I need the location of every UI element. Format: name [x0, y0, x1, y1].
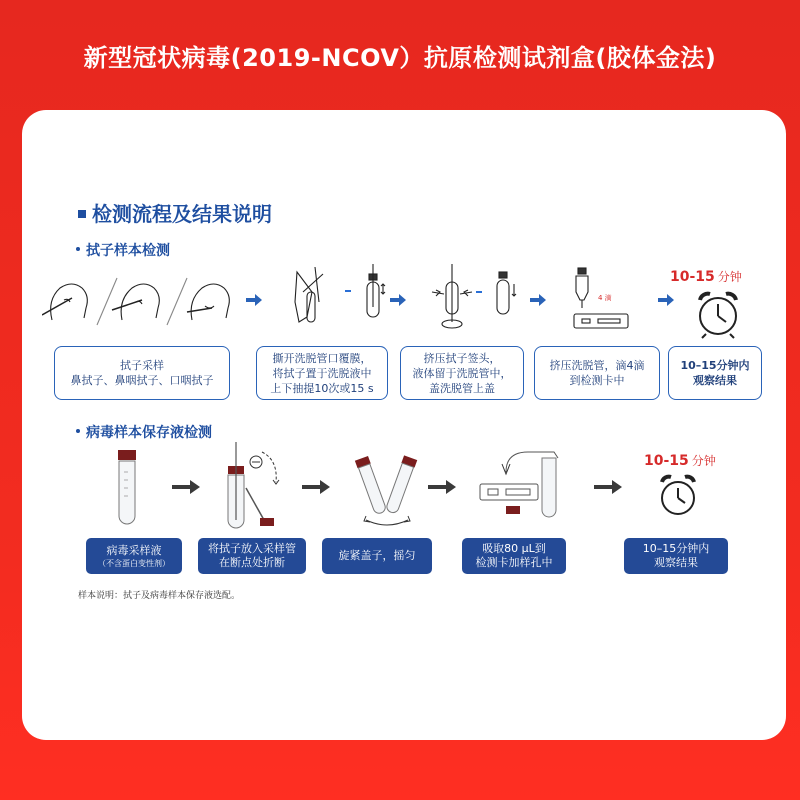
- virus-step-2: [198, 538, 306, 574]
- step-text: 上下抽提10次或15 s: [270, 381, 374, 395]
- shake-tubes-illustration: [352, 450, 422, 530]
- dot-bullet-icon: [76, 247, 80, 251]
- step-text: 到检测卡中: [569, 374, 625, 387]
- arrow-right-icon: [246, 294, 262, 306]
- step-text: 液体留于洗脱管中，: [412, 366, 512, 380]
- step-text: 将拭子放入采样管: [208, 542, 296, 555]
- arrow-right-icon: [172, 480, 200, 494]
- swab-sampling-illustration: [42, 270, 242, 330]
- arrow-right-icon: [658, 294, 674, 306]
- virus-step-4: [462, 538, 566, 574]
- step-text: （不含蛋白变性剂）: [98, 558, 170, 568]
- virus-subtitle: [76, 422, 212, 442]
- step-text: 撕开洗脱管口覆膜，: [272, 351, 372, 365]
- virus-subtitle-text: 病毒样本保存液检测: [86, 425, 212, 441]
- content-panel: [22, 110, 786, 740]
- virus-step-1: [86, 538, 182, 574]
- virus-step-3: [322, 538, 432, 574]
- step-text: 吸取80 μL到: [482, 542, 546, 555]
- swab-subtitle-text: 拭子样本检测: [86, 243, 170, 259]
- swab-step-5: [668, 346, 762, 400]
- swab-timer-label: [670, 268, 742, 285]
- step-text: 10–15分钟内: [680, 359, 750, 372]
- step-text: 病毒采样液: [106, 543, 162, 557]
- section-title: [78, 198, 272, 227]
- virus-step-5: [624, 538, 728, 574]
- arrow-right-icon: [428, 480, 456, 494]
- swab-timer-unit: 分钟: [717, 270, 742, 284]
- squeeze-swab-illustration: [422, 262, 522, 334]
- sample-note: 样本说明：拭子及病毒样本保存液选配。: [78, 591, 241, 601]
- step-text: 鼻拭子、鼻咽拭子、口咽拭子: [70, 374, 214, 387]
- swab-subtitle: [76, 240, 170, 260]
- drops-label: 4 滴: [598, 294, 612, 302]
- step-text: 在断点处折断: [219, 556, 285, 569]
- drop-to-card-illustration: [570, 262, 660, 334]
- arrow-right-icon: [302, 480, 330, 494]
- step-text: 盖洗脱管上盖: [429, 381, 495, 395]
- arrow-right-icon: [390, 294, 406, 306]
- step-text: 将拭子置于洗脱液中: [272, 366, 372, 380]
- alarm-clock-icon: [688, 288, 748, 340]
- dot-bullet-icon: [76, 429, 80, 433]
- step-text: 10–15分钟内: [642, 542, 710, 555]
- pipette-card-illustration: [476, 444, 586, 524]
- step-text: 挤压拭子签头，: [423, 351, 501, 365]
- swab-step-4: [534, 346, 660, 400]
- arrow-right-icon: [530, 294, 546, 306]
- step-text: 观察结果: [654, 556, 698, 569]
- arrow-right-icon: [594, 480, 622, 494]
- step-text: 挤压洗脱管，滴4滴: [549, 359, 645, 372]
- virus-timer-value: 10-15: [644, 453, 689, 469]
- break-swab-illustration: [216, 440, 300, 532]
- swab-step-2: [256, 346, 388, 400]
- virus-timer-unit: 分钟: [691, 454, 716, 468]
- step-text: 检测卡加样孔中: [475, 556, 553, 569]
- swab-step-1: [54, 346, 230, 400]
- swab-step-3: [400, 346, 524, 400]
- banner-title: 新型冠状病毒(2019-NCOV）抗原检测试剂盒(胶体金法): [83, 44, 717, 72]
- step-text: 旋紧盖子，摇匀: [338, 549, 416, 562]
- elution-tube-illustration: [277, 262, 397, 334]
- square-bullet-icon: [78, 210, 86, 218]
- virus-timer-label: [644, 452, 716, 469]
- alarm-clock-icon: [652, 472, 704, 520]
- step-text: 拭子采样: [120, 359, 164, 372]
- section-title-text: 检测流程及结果说明: [92, 202, 272, 226]
- step-text: 观察结果: [693, 374, 737, 387]
- swab-timer-value: 10-15: [670, 269, 715, 285]
- sampling-tube-illustration: [112, 448, 142, 528]
